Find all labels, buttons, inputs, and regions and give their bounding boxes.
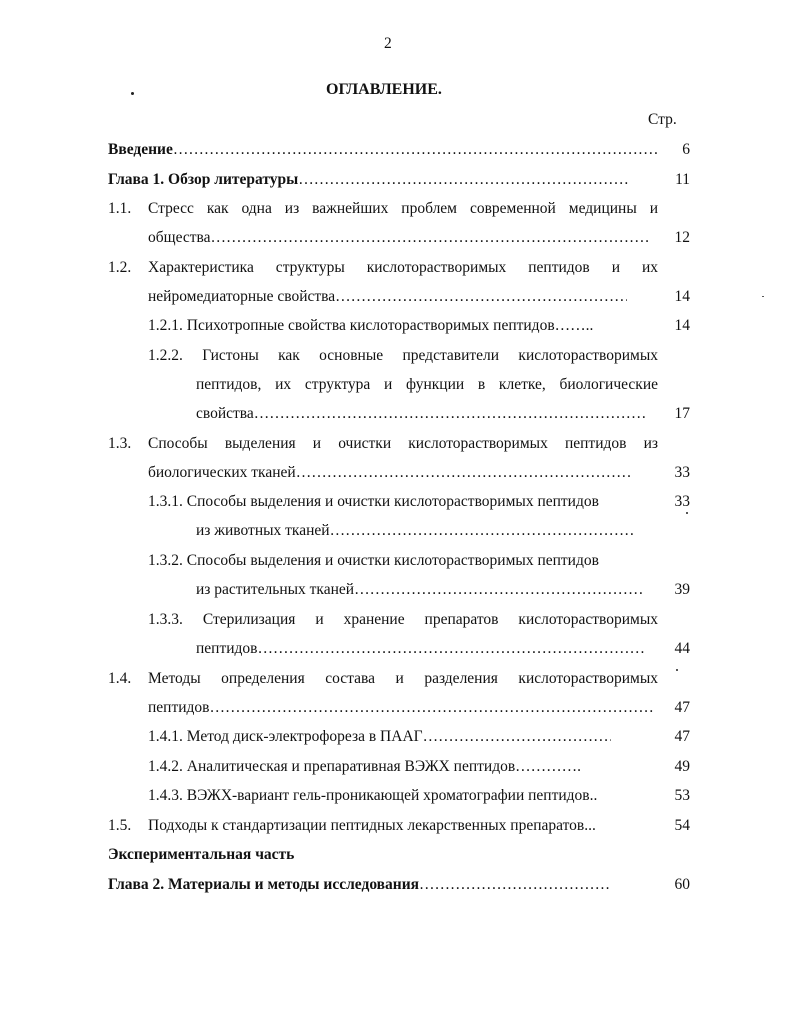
scan-speck (131, 92, 134, 95)
toc-entry-1-2-cont (148, 287, 627, 307)
toc-page: 39 (674, 581, 690, 598)
toc-entry-chapter-2 (108, 875, 609, 895)
toc-dot-leader: …….. (554, 317, 594, 334)
toc-label: пептидов (196, 640, 258, 657)
toc-label: Глава 1. Обзор литературы (108, 171, 299, 188)
toc-entry-1-4: Методы определения состава и разделения кислоторастворимых (148, 670, 658, 687)
toc-page: 60 (674, 876, 690, 893)
toc-dot-leader: …………. (515, 758, 582, 775)
toc-label: биологических тканей (148, 464, 296, 481)
toc-entry-1-5: Подходы к стандартизации пептидных лекарственных препаратов... (148, 817, 596, 834)
toc-number: 1.2. (108, 259, 132, 276)
toc-entry-1-2: Характеристика структуры кислоторастворимых пептидов и их (148, 259, 658, 276)
toc-label: Глава 2. Материалы и методы исследования (108, 876, 420, 893)
scan-speck (762, 296, 764, 297)
toc-entry-1-3-1: 1.3.1. Способы выделения и очистки кислоторастворимых пептидов (148, 493, 599, 510)
scan-speck (686, 512, 688, 514)
toc-page: 44 (674, 640, 690, 657)
toc-dot-leader (330, 521, 635, 541)
toc-label: общества (148, 229, 211, 246)
toc-dot-leader (423, 727, 611, 747)
toc-entry-1-4-3: 1.4.3. ВЭЖХ-вариант гель-проникающей хроматографии пептидов.. (148, 787, 598, 804)
toc-entry-experimental: Экспериментальная часть (108, 846, 295, 863)
toc-dot-leader (419, 875, 609, 895)
toc-number: 1.5. (108, 817, 132, 834)
toc-page: 47 (674, 699, 690, 716)
page-title: ОГЛАВЛЕНИЕ. (326, 81, 442, 98)
toc-dot-leader (254, 404, 648, 424)
toc-number: 1.1. (108, 200, 132, 217)
toc-label: нейромедиаторные свойства (148, 288, 336, 305)
toc-page: 33 (674, 493, 690, 510)
toc-entry-1-2-2: 1.2.2. Гистоны как основные представители кислоторастворимых (148, 347, 658, 364)
toc-number: 1.4. (108, 670, 132, 687)
toc-page: 14 (674, 317, 690, 334)
page-number: 2 (384, 35, 392, 52)
toc-label: из растительных тканей (196, 581, 355, 598)
toc-entry-1-3-1-cont (196, 521, 635, 541)
toc-dot-leader (298, 170, 628, 190)
toc-entry-1-3: Способы выделения и очистки кислоторастворимых пептидов из (148, 435, 658, 452)
scan-speck (676, 669, 678, 671)
toc-number: 1.3. (108, 435, 132, 452)
toc-page: 47 (674, 728, 690, 745)
toc-dot-leader (258, 639, 645, 659)
toc-label: 1.2.1. Психотропные свойства кислоторастворимых пептидов (148, 317, 555, 334)
toc-entry-1-3-3-cont (196, 639, 645, 659)
toc-label: из животных тканей (196, 522, 330, 539)
toc-label: 1.4.1. Метод диск-электрофореза в ПААГ (148, 728, 423, 745)
toc-entry-1-3-2: 1.3.2. Способы выделения и очистки кислоторастворимых пептидов (148, 552, 599, 569)
toc-entry-intro (108, 140, 657, 160)
toc-page: 11 (675, 171, 690, 188)
toc-entry-1-2-2-cont2 (196, 404, 648, 424)
toc-entry-1-3-2-cont (196, 580, 644, 600)
toc-entry-1-1: Стресс как одна из важнейших проблем современной медицины и (148, 200, 658, 217)
toc-entry-1-3-3: 1.3.3. Стерилизация и хранение препаратов кислоторастворимых (148, 611, 658, 628)
toc-dot-leader (354, 580, 644, 600)
toc-dot-leader (210, 228, 650, 248)
toc-entry-1-3-cont (148, 463, 632, 483)
toc-page: 12 (674, 229, 690, 246)
toc-label: свойства (196, 405, 254, 422)
toc-entry-1-4-cont (148, 698, 653, 718)
toc-page: 14 (674, 288, 690, 305)
toc-entry-chapter-1 (108, 170, 628, 190)
toc-page: 54 (674, 817, 690, 834)
toc-label: 1.4.2. Аналитическая и препаративная ВЭЖХ пептидов (148, 758, 516, 775)
toc-label: Введение (108, 141, 173, 158)
toc-entry-1-2-1 (148, 316, 593, 336)
toc-page: 6 (682, 141, 690, 158)
toc-entry-1-2-2-cont: пептидов, их структура и функции в клетке, биологические (196, 376, 658, 393)
toc-entry-1-4-1 (148, 727, 611, 747)
toc-entry-1-4-2 (148, 757, 581, 777)
toc-label: пептидов (148, 699, 210, 716)
toc-page: 49 (674, 758, 690, 775)
toc-dot-leader (210, 698, 653, 718)
toc-page: 53 (674, 787, 690, 804)
toc-page: 17 (674, 405, 690, 422)
toc-dot-leader (173, 140, 657, 160)
toc-page: 33 (674, 464, 690, 481)
toc-dot-leader (335, 287, 627, 307)
toc-entry-1-1-cont (148, 228, 650, 248)
toc-dot-leader (296, 463, 632, 483)
page-column-label: Стр. (648, 111, 677, 128)
